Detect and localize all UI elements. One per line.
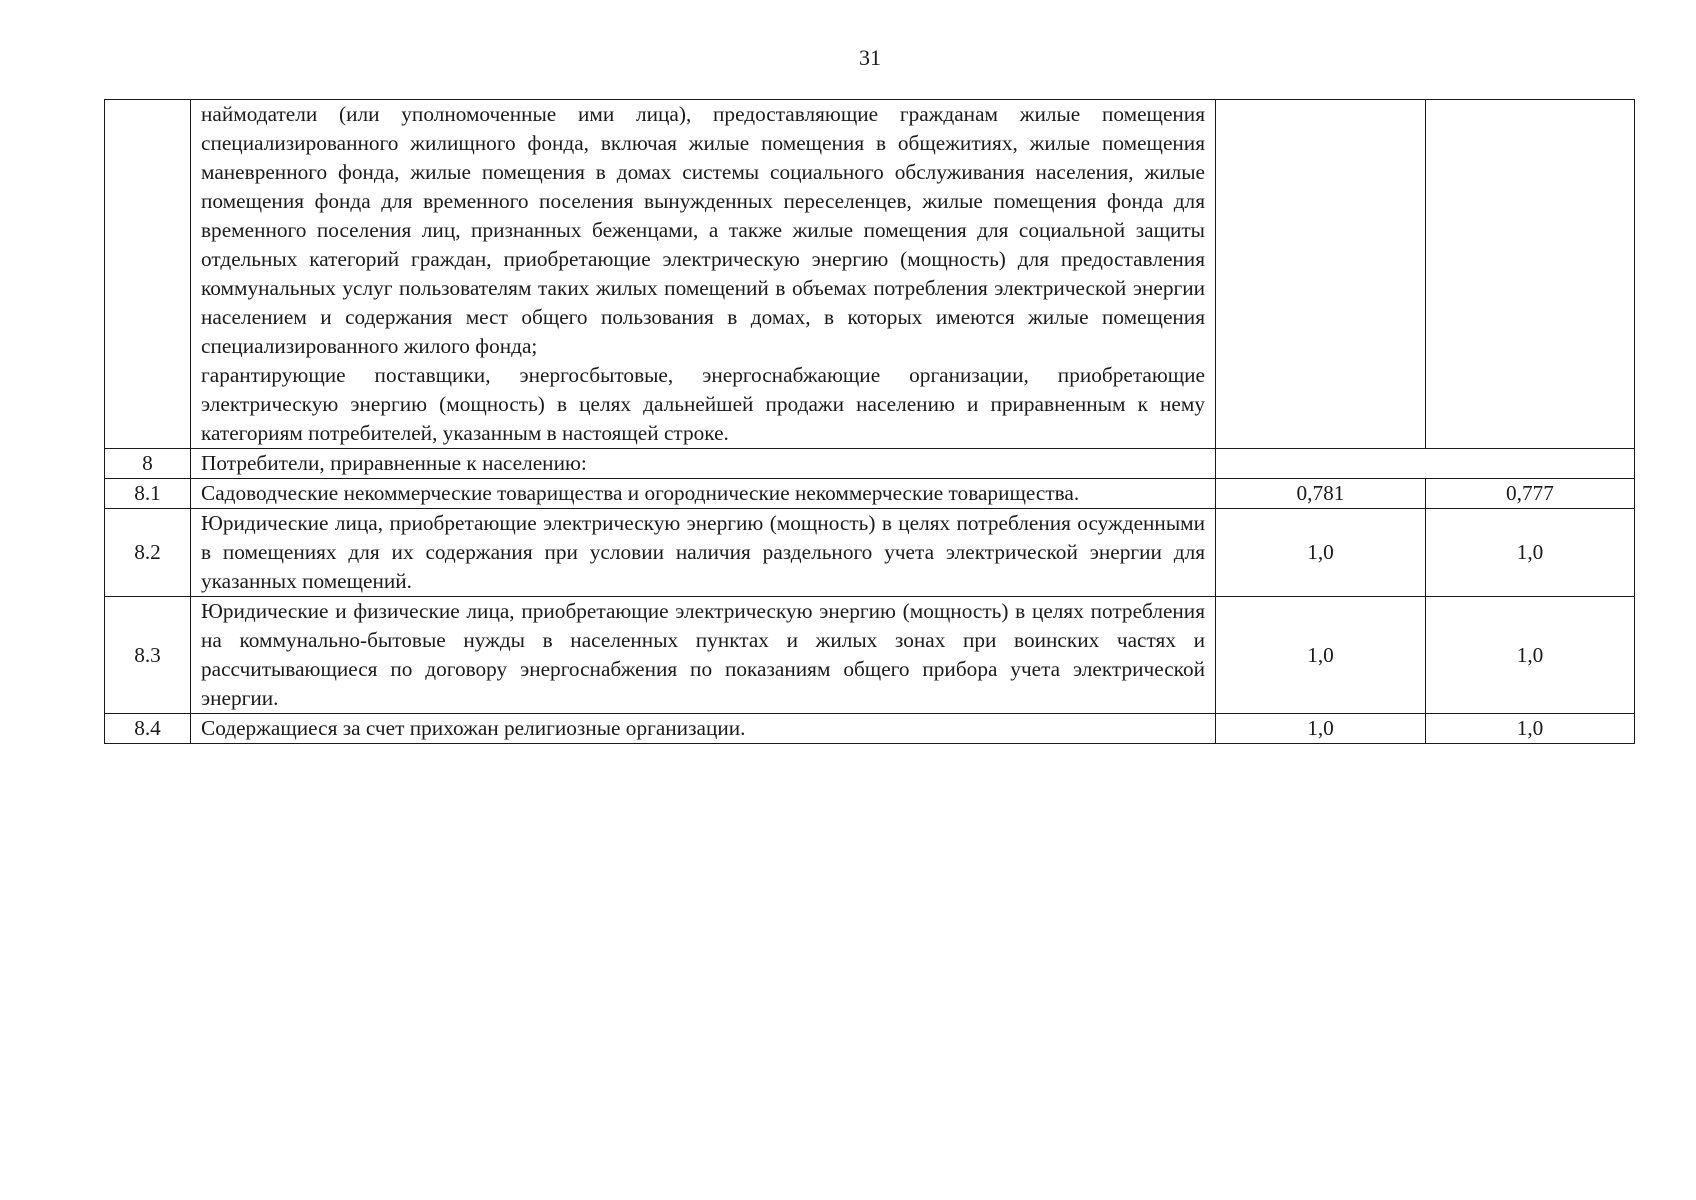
value-cell-1	[1216, 100, 1426, 449]
value-cell-2: 1,0	[1426, 597, 1635, 714]
value-cell-1: 1,0	[1216, 714, 1426, 744]
value-cell-2: 1,0	[1426, 714, 1635, 744]
row-description-cell: Содержащиеся за счет прихожан религиозные организации.	[191, 714, 1216, 744]
value-cell-2: 1,0	[1426, 509, 1635, 597]
value-cell-2: 0,777	[1426, 479, 1635, 509]
table-row-8-3	[105, 597, 1635, 714]
table-row-8-2	[105, 509, 1635, 597]
value-cell-1: 1,0	[1216, 597, 1426, 714]
row-number-cell: 8	[105, 449, 191, 479]
row-description-cell: Потребители, приравненные к населению:	[191, 449, 1216, 479]
row-description-cell: Юридические лица, приобретающие электрическую энергию (мощность) в целях потребления осужденными в помещениях для их содержания при условии наличия раздельного учета электрической энергии для указанных помещений.	[191, 509, 1216, 597]
row-number-cell: 8.4	[105, 714, 191, 744]
value-cell-1: 1,0	[1216, 509, 1426, 597]
description-paragraph: гарантирующие поставщики, энергосбытовые, энергоснабжающие организации, приобретающие электрическую энергию (мощность) в целях дальнейшей продажи населению и приравненным к нему категориям потребителей, указанным в настоящей строке.	[201, 363, 1205, 445]
row-description-cell: Юридические и физические лица, приобретающие электрическую энергию (мощность) в целях потребления на коммунально-бытовые нужды в населенных пунктах и жилых зонах при воинских частях и рассчитывающиеся по договору энергоснабжения по показаниям общего прибора учета электрической энергии.	[191, 597, 1216, 714]
description-paragraph: наймодатели (или уполномоченные ими лица), предоставляющие гражданам жилые помещения специализированного жилищного фонда, включая жилые помещения в общежитиях, жилые помещения маневренного фонда, жилые помещения в домах системы социального обслуживания населения, жилые помещения фонда для временного поселения вынужденных переселенцев, жилые помещения фонда для временного поселения лиц, признанных беженцами, а также жилые помещения для социальной защиты отдельных категорий граждан, приобретающие электрическую энергию (мощность) для предоставления коммунальных услуг пользователям таких жилых помещений в объемах потребления электрической энергии населением и содержания мест общего пользования в домах, в которых имеются жилые помещения специализированного жилого фонда;	[201, 102, 1205, 358]
row-number-cell	[105, 100, 191, 449]
tariff-table	[104, 99, 1635, 744]
table-row-8	[105, 449, 1635, 479]
value-cell-2	[1426, 100, 1635, 449]
value-cell-merged	[1216, 449, 1635, 479]
table-row-8-1	[105, 479, 1635, 509]
page-number: 31	[859, 45, 881, 70]
table-row-continuation	[105, 100, 1635, 449]
row-number-cell: 8.3	[105, 597, 191, 714]
row-description-cell	[191, 100, 1216, 449]
row-number-cell: 8.1	[105, 479, 191, 509]
row-description-cell: Садоводческие некоммерческие товарищества и огороднические некоммерческие товарищества.	[191, 479, 1216, 509]
row-number-cell: 8.2	[105, 509, 191, 597]
value-cell-1: 0,781	[1216, 479, 1426, 509]
table-row-8-4	[105, 714, 1635, 744]
